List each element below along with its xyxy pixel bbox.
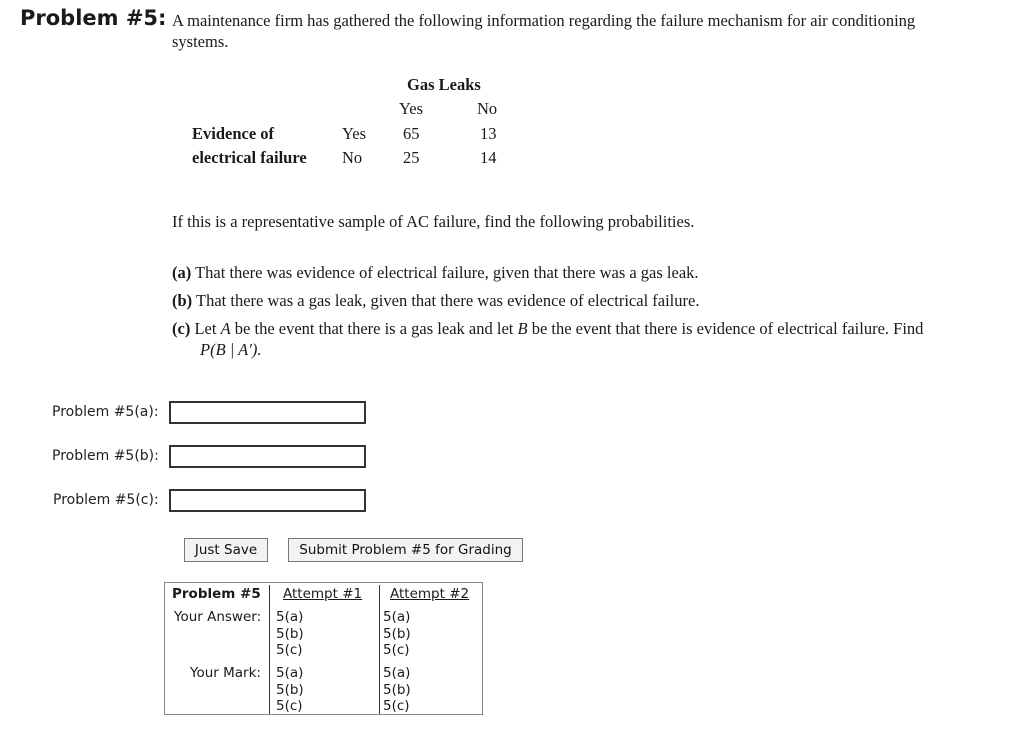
answer-c-label: Problem #5(c): — [53, 492, 159, 508]
cell-no-no: 14 — [480, 148, 497, 167]
attempt-2-mark-c: 5(c) — [383, 698, 410, 714]
attempt-1-answer-b: 5(b) — [276, 625, 304, 642]
cell-yes-yes: 65 — [403, 124, 420, 143]
part-b-text: That there was a gas leak, given that there was evidence of electrical failure. — [196, 291, 700, 310]
answer-b-input[interactable] — [169, 445, 366, 468]
answer-b-label: Problem #5(b): — [52, 448, 159, 464]
part-a — [172, 262, 1017, 283]
attempt-2-answer-b: 5(b) — [383, 625, 411, 642]
question-text: If this is a representative sample of AC failure, find the following probabilities. — [172, 212, 695, 231]
answer-c-input[interactable] — [169, 489, 366, 512]
problem-intro-line2: systems. — [172, 32, 229, 51]
column-group-header: Gas Leaks — [407, 75, 481, 94]
attempt-2-answer-c: 5(c) — [383, 642, 410, 658]
your-answer-label: Your Answer: — [174, 609, 262, 625]
problem-statement — [172, 10, 1012, 52]
part-c-var-b: B — [517, 319, 528, 338]
row-group-label-line2: electrical failure — [192, 148, 307, 167]
part-c-text-2: be the event that there is a gas leak and let — [234, 319, 514, 338]
attempt-1-answer-c: 5(c) — [276, 642, 303, 658]
part-c-var-a: A — [220, 319, 231, 338]
attempt-2-marks — [383, 665, 411, 715]
answer-a-label: Problem #5(a): — [52, 404, 159, 420]
column-header-yes: Yes — [399, 99, 424, 118]
submit-grading-button[interactable]: Submit Problem #5 for Grading — [288, 538, 523, 562]
part-c-text-1: Let — [194, 319, 217, 338]
part-c-tag: (c) — [172, 319, 191, 338]
problem-number: Problem #5: — [20, 6, 167, 30]
problem-intro-line1: A maintenance firm has gathered the following information regarding the failure mechanism for air conditioning — [172, 11, 916, 30]
attempt-1-marks — [276, 665, 304, 715]
part-c-formula: P(B | A′). — [200, 340, 262, 359]
attempt-1-answer-a: 5(a) — [276, 609, 304, 625]
attempt-2-mark-b: 5(b) — [383, 681, 411, 698]
attempt-1-mark-b: 5(b) — [276, 681, 304, 698]
attempts-table — [164, 582, 483, 715]
part-a-text: That there was evidence of electrical failure, given that there was a gas leak. — [195, 263, 699, 282]
column-header-no: No — [477, 99, 498, 118]
row-header-yes: Yes — [342, 124, 367, 143]
attempt-2-mark-a: 5(a) — [383, 665, 411, 681]
row-group-label-line1: Evidence of — [192, 124, 275, 143]
part-c — [172, 318, 1017, 360]
answer-a-input[interactable] — [169, 401, 366, 424]
attempt-2-answer-a: 5(a) — [383, 609, 411, 625]
attempt-1-link[interactable]: Attempt #1 — [283, 586, 363, 602]
attempt-1-mark-c: 5(c) — [276, 698, 303, 714]
row-header-no: No — [342, 148, 363, 167]
attempt-1-mark-a: 5(a) — [276, 665, 304, 681]
part-b — [172, 290, 1017, 311]
just-save-button[interactable]: Just Save — [184, 538, 268, 562]
attempts-header: Problem #5 — [172, 586, 261, 602]
cell-no-yes: 25 — [403, 148, 420, 167]
attempt-2-link[interactable]: Attempt #2 — [390, 586, 470, 602]
attempt-2-answers — [383, 609, 411, 659]
part-c-text-3: be the event that there is evidence of electrical failure. Find — [531, 319, 924, 338]
part-a-tag: (a) — [172, 263, 192, 282]
cell-yes-no: 13 — [480, 124, 497, 143]
your-mark-label: Your Mark: — [190, 665, 261, 681]
part-b-tag: (b) — [172, 291, 193, 310]
attempt-1-answers — [276, 609, 304, 659]
